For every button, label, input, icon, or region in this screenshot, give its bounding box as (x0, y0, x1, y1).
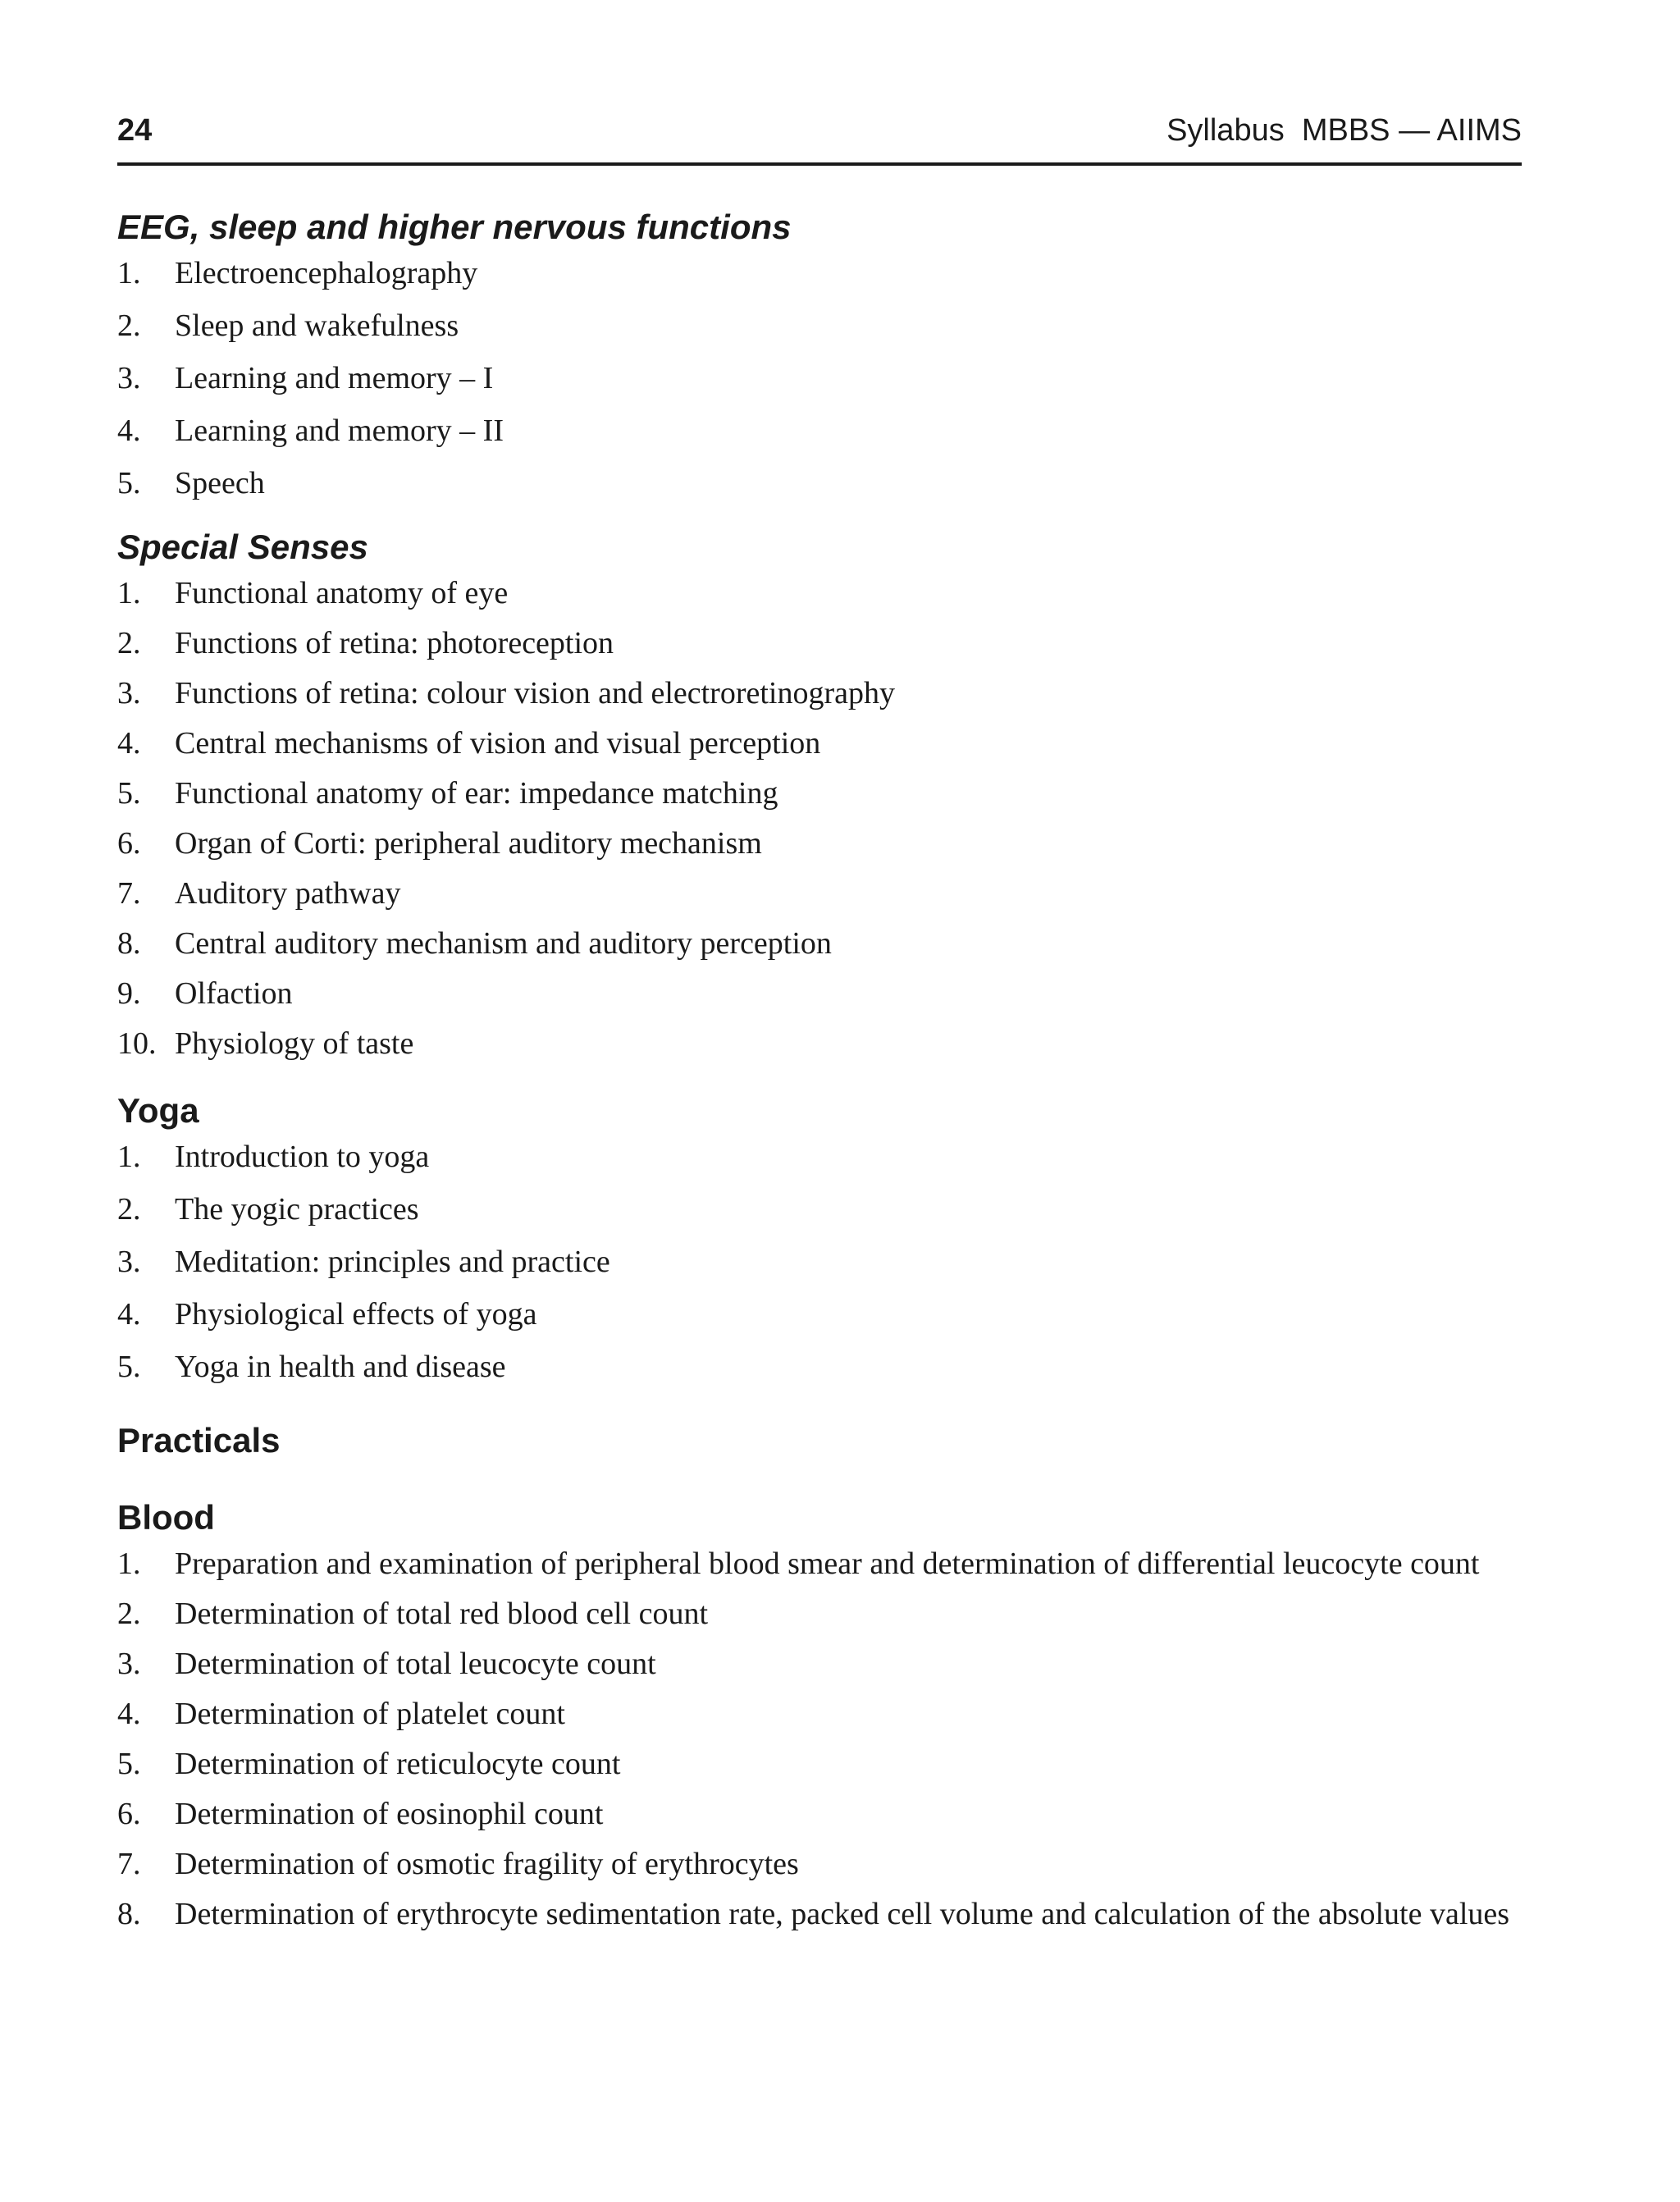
list-item-number: 1. (117, 1140, 141, 1174)
list-item (117, 723, 1522, 764)
list-item (117, 1894, 1522, 1935)
list-item-text: Preparation and examination of peripheral blood smear and determination of differential leucocyte count (175, 1546, 1480, 1581)
list-item-number: 6. (117, 826, 141, 861)
list-item-text: Determination of platelet count (175, 1697, 565, 1731)
list-item-text: Organ of Corti: peripheral auditory mechanism (175, 826, 762, 861)
list-item-text: Physiology of taste (175, 1026, 414, 1061)
list-item-number: 7. (117, 876, 141, 911)
list-item (117, 1743, 1522, 1784)
section-title-eeg: EEG, sleep and higher nervous functions (117, 208, 792, 246)
list-item (117, 1241, 1522, 1282)
list-item-text: Functions of retina: colour vision and electroretinography (175, 676, 895, 710)
list-item-number: 8. (117, 926, 141, 961)
header-rule (117, 162, 1522, 166)
list-item-text: Functions of retina: photoreception (175, 626, 614, 660)
list-item-text: Sleep and wakefulness (175, 308, 459, 343)
list-item-number: 3. (117, 676, 141, 710)
page-number: 24 (117, 113, 153, 148)
list-item-number: 2. (117, 1192, 141, 1227)
list-item (117, 410, 1522, 451)
list-item (117, 253, 1522, 294)
list-item (117, 923, 1522, 964)
list-item (117, 623, 1522, 664)
list-item-number: 4. (117, 1697, 141, 1731)
list-item (117, 1593, 1522, 1634)
list-item (117, 873, 1522, 914)
list-item-number: 4. (117, 726, 141, 761)
list-item-text: Electroencephalography (175, 256, 478, 290)
list-item-number: 2. (117, 626, 141, 660)
list-item-number: 5. (117, 1350, 141, 1384)
list-item-text: The yogic practices (175, 1192, 419, 1227)
list-item-number: 3. (117, 1647, 141, 1681)
list-item-text: Auditory pathway (175, 876, 401, 911)
list-item-number: 3. (117, 361, 141, 395)
list-item-text: Determination of osmotic fragility of erythrocytes (175, 1847, 799, 1881)
list-item-number: 2. (117, 1597, 141, 1631)
list-item (117, 305, 1522, 346)
list-item (117, 1543, 1522, 1584)
list-item (117, 1189, 1522, 1230)
list-item (117, 463, 1522, 504)
page-header (117, 107, 1522, 154)
list-item-text: Olfaction (175, 976, 293, 1011)
list-item-text: Determination of erythrocyte sedimentation rate, packed cell volume and calculation of the absolute values (175, 1897, 1510, 1931)
list-item-text: Central auditory mechanism and auditory perception (175, 926, 832, 961)
list-item-text: Learning and memory – I (175, 361, 494, 395)
list-item (117, 823, 1522, 864)
list-item-text: Determination of reticulocyte count (175, 1747, 621, 1781)
section-title-yoga: Yoga (117, 1091, 199, 1130)
list-item-text: Meditation: principles and practice (175, 1245, 610, 1279)
list-item-number: 3. (117, 1245, 141, 1279)
list-item (117, 1843, 1522, 1884)
list-item-number: 8. (117, 1897, 141, 1931)
list-item-number: 2. (117, 308, 141, 343)
list-item-text: Learning and memory – II (175, 413, 504, 448)
list-item (117, 973, 1522, 1014)
list-item-number: 4. (117, 413, 141, 448)
list-item (117, 1346, 1522, 1387)
list-item-number: 6. (117, 1797, 141, 1831)
list-item (117, 673, 1522, 714)
list-item (117, 1294, 1522, 1335)
list-item-text: Functional anatomy of eye (175, 576, 509, 610)
list-special-senses (117, 573, 1522, 1064)
list-item (117, 1136, 1522, 1177)
document-page (117, 107, 1522, 1935)
list-item-text: Central mechanisms of vision and visual perception (175, 726, 821, 761)
list-item (117, 1643, 1522, 1684)
list-eeg (117, 253, 1522, 504)
list-item-number: 4. (117, 1297, 141, 1332)
list-item (117, 773, 1522, 814)
section-title-practicals: Practicals (117, 1421, 281, 1460)
list-item-text: Physiological effects of yoga (175, 1297, 537, 1332)
list-blood (117, 1543, 1522, 1935)
list-item-number: 5. (117, 776, 141, 811)
list-item-text: Determination of total leucocyte count (175, 1647, 656, 1681)
list-item-number: 5. (117, 466, 141, 500)
list-item (117, 1693, 1522, 1734)
list-item-text: Speech (175, 466, 265, 500)
list-yoga (117, 1136, 1522, 1387)
list-item (117, 358, 1522, 399)
list-item-number: 1. (117, 1546, 141, 1581)
section-title-blood: Blood (117, 1498, 215, 1537)
list-item-number: 9. (117, 976, 141, 1011)
list-item-text: Functional anatomy of ear: impedance matching (175, 776, 778, 811)
list-item (117, 573, 1522, 614)
list-item-number: 10. (117, 1026, 157, 1061)
list-item-text: Yoga in health and disease (175, 1350, 506, 1384)
list-item-number: 1. (117, 256, 141, 290)
list-item-text: Introduction to yoga (175, 1140, 430, 1174)
list-item-number: 5. (117, 1747, 141, 1781)
list-item-number: 7. (117, 1847, 141, 1881)
running-title: Syllabus MBBS — AIIMS (1166, 113, 1522, 148)
section-title-special-senses: Special Senses (117, 528, 368, 566)
list-item-number: 1. (117, 576, 141, 610)
list-item (117, 1023, 1522, 1064)
list-item-text: Determination of eosinophil count (175, 1797, 604, 1831)
list-item-text: Determination of total red blood cell count (175, 1597, 709, 1631)
list-item (117, 1793, 1522, 1834)
